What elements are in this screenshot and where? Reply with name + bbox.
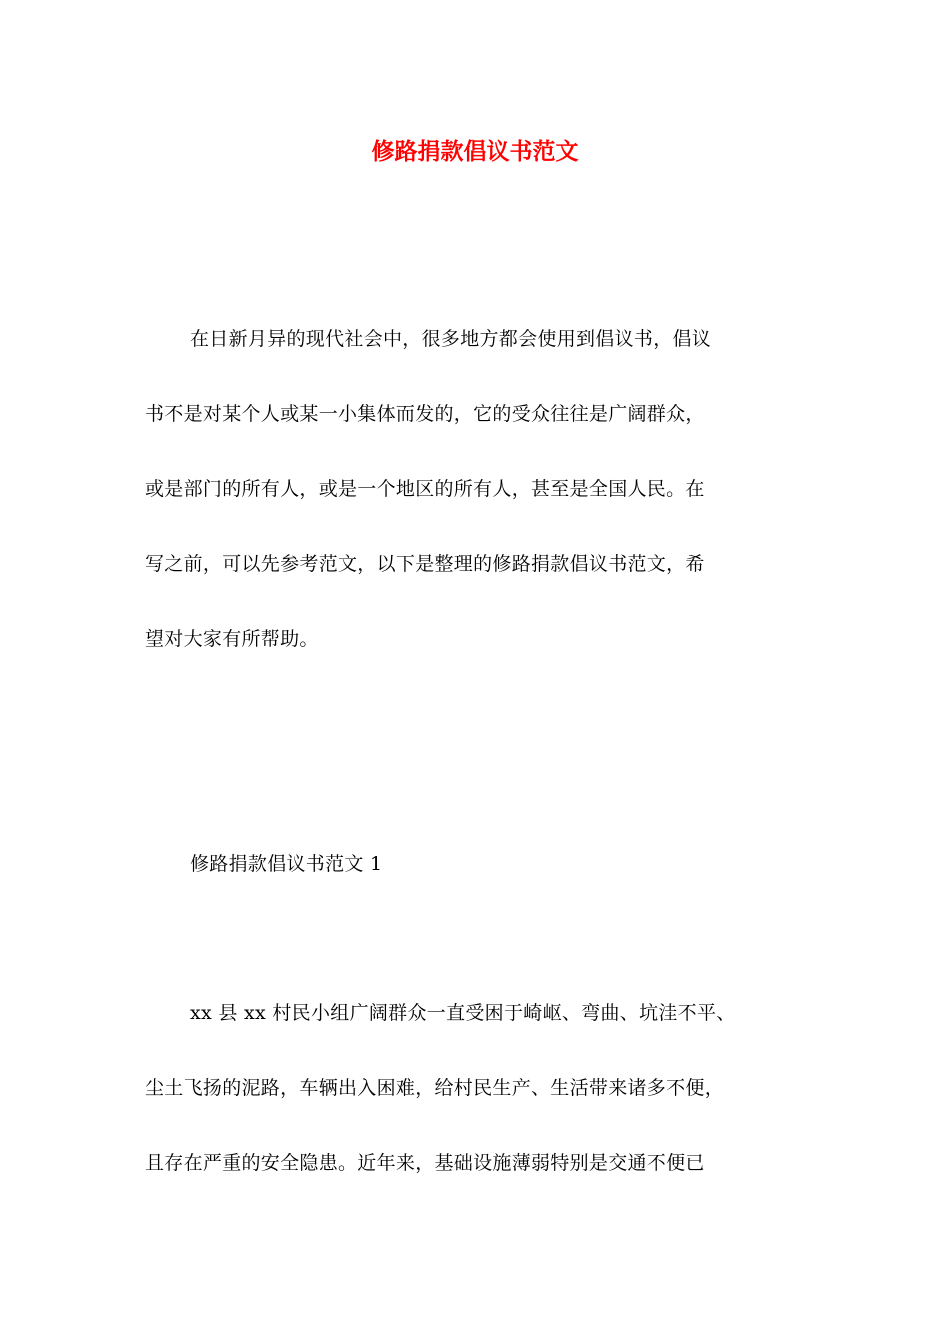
intro-line-2: 书不是对某个人或某一小集体而发的，它的受众往往是广阔群众， bbox=[145, 403, 705, 425]
intro-line-5: 望对大家有所帮助。 bbox=[145, 628, 319, 650]
section-heading: 修路捐款倡议书范文 1 bbox=[190, 853, 383, 875]
intro-line-1: 在日新月异的现代社会中，很多地方都会使用到倡议书，倡议 bbox=[190, 328, 712, 350]
intro-line-3: 或是部门的所有人，或是一个地区的所有人，甚至是全国人民。在 bbox=[145, 478, 705, 500]
body-line-2: 尘土飞扬的泥路，车辆出入困难，给村民生产、生活带来诸多不便， bbox=[145, 1077, 725, 1099]
intro-line-4: 写之前，可以先参考范文，以下是整理的修路捐款倡议书范文，希 bbox=[145, 553, 705, 575]
document-title: 修路捐款倡议书范文 bbox=[371, 138, 579, 165]
body-line-1: xx 县 xx 村民小组广阔群众一直受困于崎岖、弯曲、坑洼不平、 bbox=[190, 1002, 736, 1024]
body-line-3: 且存在严重的安全隐患。近年来，基础设施薄弱特别是交通不便已 bbox=[145, 1152, 705, 1174]
